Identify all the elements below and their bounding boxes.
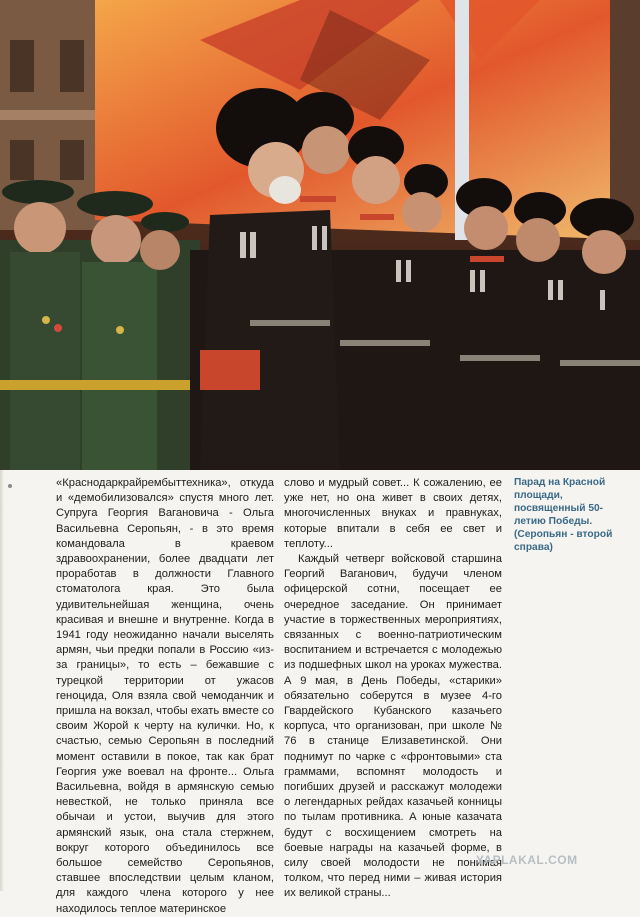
photo-caption: Парад на Красной площади, посвященный 50-летию Победы. (Серопьян - второй справа) xyxy=(514,477,613,553)
article-paragraph: слово и мудрый совет... К сожалению, ее уже нет, но она живет в своих детях, многочисленных внуках и правнуках, которые впитали в себя ее свет и теплоту... xyxy=(284,477,502,550)
margin-dot xyxy=(8,484,12,488)
article-paragraph: «Краснодаркрайрембыттехника», откуда и «демобилизовался» спустя много лет. Супруга Георгия Вагановича - Ольга Васильевна Серопьян, - в это время командовала в краевом здравоохранении, более двадцати лет проработав в должности Главного стоматолога края. Это была удивительнейшая женщина, очень красивая и внешне и внутренне. Когда в 1941 году неожиданно начали выселять армян, чьи предки попали в Россию «из-за границы», то есть – бежавшие с турецкой территории от ужасов геноцида, Оля взяла свой чемоданчик и пришла на вокзал, чтобы ехать вместе со своим Жорой к черту на кулички. Но, к счастью, семью Серопьян в последний момент оставили в покое, так как брат Георгия уже воевал на фронте... Ольга Васильевна, войдя в армянскую семью невесткой, не только приняла все обычаи и устои, выучив для этого армянский язык, она стала стержнем, вокруг которого объединилось все большое семейство Серопьянов, ставшее впоследствии целым кланом, для каждого члена которого у нее находилось теплое материнское xyxy=(56,477,274,915)
article-paragraph: Каждый четверг войсковой старшина Георгий Ваганович, будучи членом офицерской сотни, посещает ее очередное заседание. Он принимает участие в торжественных мероприятиях, связанных с военно-патриотическим воспитанием и встречается с молодежью из подшефных школ на уроках мужества. А 9 мая, в День Победы, «старики» обязательно соберутся в музее 4-го Гвардейского Кубанского казачьего корпуса, что организован, при школе № 76 в станице Елизаветинской. Они поднимут по чарке с «фронтовыми» ста граммами, вспомнят молодость и погибших друзей и расскажут молодежи о легендарных рейдах казачьей конницы по тылам противника. А юные казачата будут с восхищением смотреть на боевые награды на казачьей форме, в силу своей молодости не понимая толком, что перед ними – живая история их великой страны... xyxy=(284,553,502,900)
article-column-2 xyxy=(284,476,502,900)
article-column-1 xyxy=(56,476,274,915)
watermark: YAPLAKAL.COM xyxy=(476,853,578,867)
page-edge xyxy=(0,470,4,891)
article-body xyxy=(56,476,502,915)
